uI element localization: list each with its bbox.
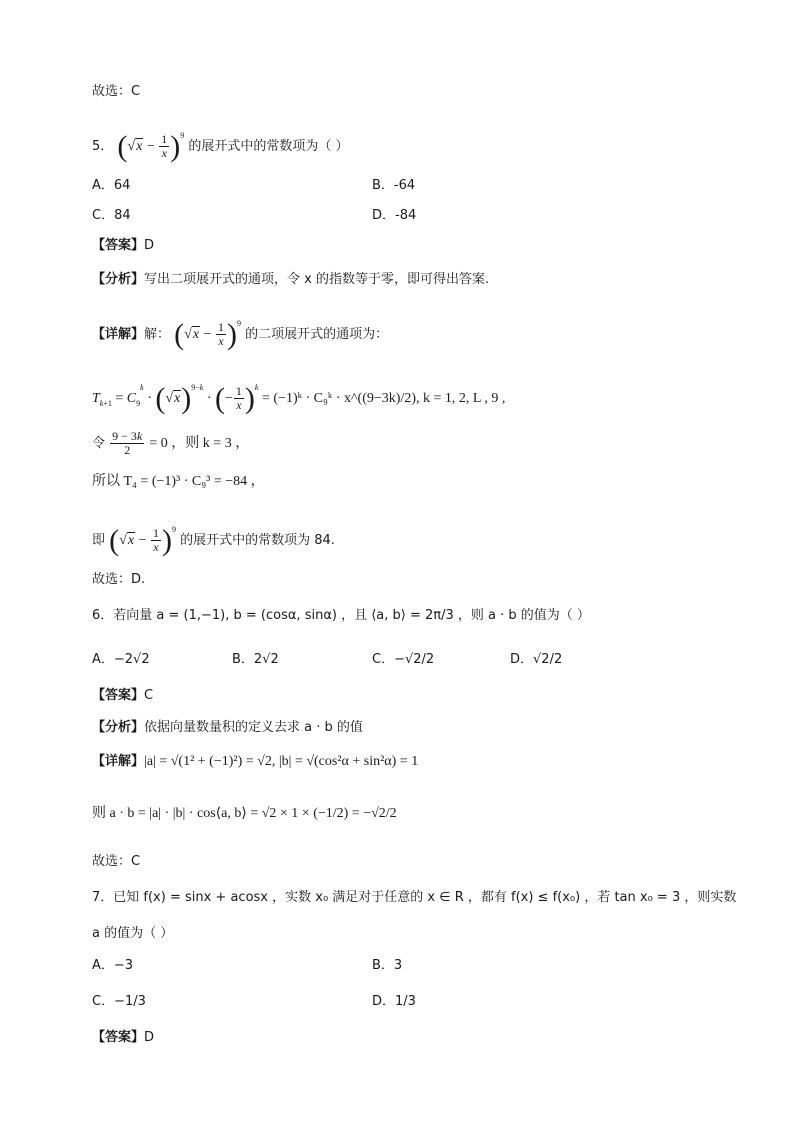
q5-expression-2: (√x − $\frac{1}{x}$ )$^9$ <box>174 317 241 351</box>
q5-option-b: B．-64 <box>372 178 416 193</box>
q6-option-b: B．2√2 <box>232 652 279 667</box>
q5-expression-3: (√x − $\frac{1}{x}$ )$^9$ <box>109 523 176 557</box>
q5-general-term: $T_{k+1} = C_9^k \cdot (√x)^{9-k}$ · (− $\frac{1}{x}$ )$^k$ = (−1)ᵏ · C₉ᵏ · x^((9−3k)/2), k = 1, 2, L , 9 , <box>92 381 506 415</box>
q7-stem-line2: a 的值为（ ） <box>92 926 174 941</box>
q5-let-line <box>92 430 249 457</box>
answer-label: 【答案】 <box>92 238 145 253</box>
q6-analysis <box>92 718 363 738</box>
answer-value: C <box>144 688 154 703</box>
q5-analysis <box>92 270 489 290</box>
q5-stem-suffix: 的展开式中的常数项为（ ） <box>188 139 349 154</box>
analysis-label: 【分析】 <box>92 720 145 735</box>
q5-number: 5． <box>92 139 114 154</box>
q5-stem <box>92 126 349 162</box>
q5-option-a: A．64 <box>92 178 131 193</box>
analysis-label: 【分析】 <box>92 272 145 287</box>
q5-option-d: D．-84 <box>372 208 417 223</box>
q6-option-a: A．−2√2 <box>92 652 150 667</box>
detail-intro-suffix: 的二项展开式的通项为： <box>245 327 389 342</box>
q6-detail <box>92 752 418 772</box>
q5-so-line: 所以 T₄ = (−1)³ · C₉³ = −84 ， <box>92 474 265 489</box>
ie-suffix: 的展开式中的常数项为 84. <box>180 533 335 548</box>
q6-then-line: 则 a · b = |a| · |b| · cos⟨a, b⟩ = √2 × 1 × (−1/2) = −√2/2 <box>92 806 397 821</box>
let-suffix: = 0 ，则 k = 3 ， <box>149 436 250 451</box>
exponent-fraction: $\frac{9 - 3k}{2}$ <box>112 429 143 457</box>
q5-detail-intro <box>92 314 388 350</box>
q5-option-c: C．84 <box>92 208 131 223</box>
q6-answer <box>92 686 153 706</box>
analysis-text: 依据向量数量积的定义去求 a · b 的值 <box>144 720 363 735</box>
q6-stem: 6．若向量 a = (1,−1), b = (cosα, sinα) ，且 ⟨a, b⟩ = 2π/3 ，则 a · b 的值为（ ） <box>92 608 590 623</box>
q7-option-d: D．1/3 <box>372 994 416 1009</box>
q7-option-c: C．−1/3 <box>92 994 146 1009</box>
q6-option-d: D．√2/2 <box>510 652 563 667</box>
q5-conclusion: 故选：D. <box>92 572 146 587</box>
ie-prefix: 即 <box>92 533 106 548</box>
answer-label: 【答案】 <box>92 1030 145 1045</box>
q6-conclusion: 故选：C <box>92 854 141 869</box>
answer-value: D <box>144 238 155 253</box>
q7-option-a: A．−3 <box>92 958 134 973</box>
q6-option-c: C．−√2/2 <box>372 652 435 667</box>
answer-value: D <box>144 1030 155 1045</box>
q7-option-b: B．3 <box>372 958 403 973</box>
detail-label: 【详解】 <box>92 754 145 769</box>
answer-label: 【答案】 <box>92 688 145 703</box>
detail-intro: 解： <box>144 327 171 342</box>
let-prefix: 令 <box>92 436 106 451</box>
q5-ie-line <box>92 520 335 556</box>
q7-stem-line1: 7．已知 f(x) = sinx + acosx ，实数 x₀ 满足对于任意的 x ∈ R ，都有 f(x) ≤ f(x₀) ，若 tan x₀ = 3 ，则实数 <box>92 890 737 905</box>
analysis-text: 写出二项展开式的通项，令 x 的指数等于零，即可得出答案. <box>144 272 490 287</box>
q4-conclusion: 故选：C <box>92 84 141 99</box>
detail-text: |a| = √(1² + (−1)²) = √2, |b| = √(cos²α + sin²α) = 1 <box>144 754 419 769</box>
q7-answer <box>92 1028 154 1048</box>
q5-answer <box>92 236 154 256</box>
general-term-rest: = (−1)ᵏ · C₉ᵏ · x^((9−3k)/2), k = 1, 2, L , 9 , <box>261 391 506 406</box>
detail-label: 【详解】 <box>92 327 145 342</box>
q5-expression: (√x − $\frac{1}{x}$ )$^9$ <box>117 129 185 163</box>
